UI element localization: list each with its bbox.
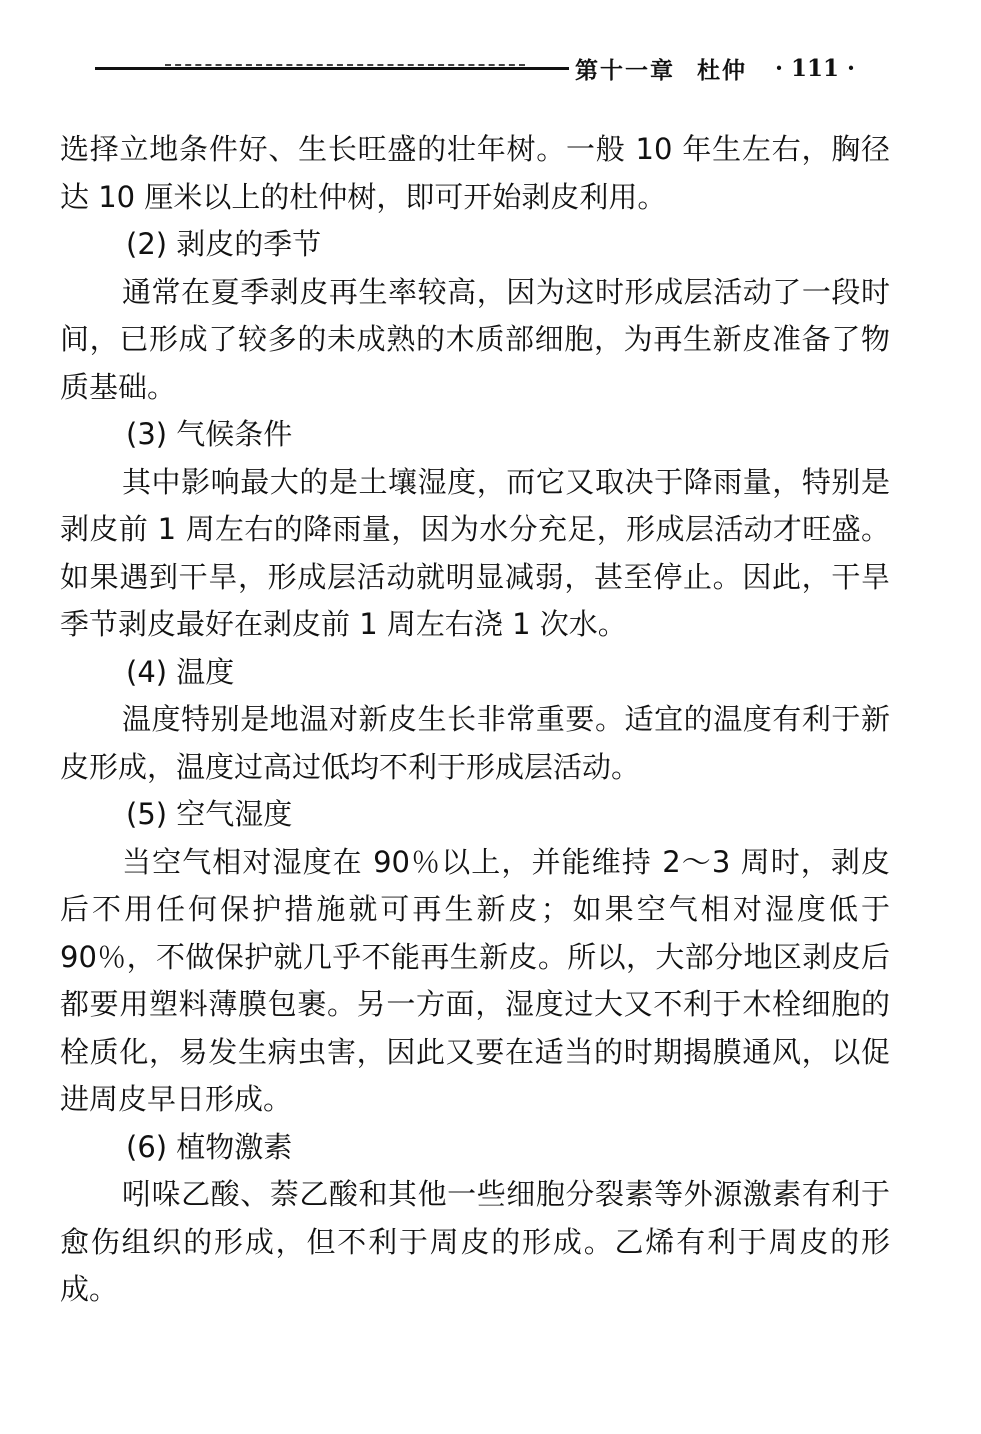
body-paragraph: 选择立地条件好、生长旺盛的壮年树。一般 10 年生左右，胸径达 10 厘米以上的杜仲树，即可开始剥皮利用。 [60, 132, 890, 214]
section-heading-season: (2) 剥皮的季节 [126, 227, 322, 261]
body-paragraph: 其中影响最大的是土壤湿度，而它又取决于降雨量，特别是剥皮前 1 周左右的降雨量，因为水分充足，形成层活动才旺盛。如果遇到干旱，形成层活动就明显减弱，甚至停止。因此，干旱季节剥皮最好在剥皮前 1 周左右浇 1 次水。 [60, 464, 890, 641]
page-number: · 111 · [774, 54, 855, 82]
section-heading-hormones: (6) 植物激素 [126, 1129, 293, 1164]
section-heading-temperature: (4) 温度 [126, 654, 235, 689]
section-heading-humidity: (5) 空气湿度 [126, 797, 293, 831]
running-header [95, 48, 855, 88]
body-paragraph: 温度特别是地温对新皮生长非常重要。适宜的温度有利于新皮形成，温度过高过低均不利于形成层活动。 [60, 702, 890, 784]
section-heading-climate: (3) 气候条件 [126, 417, 293, 451]
page-body [60, 126, 890, 1314]
body-paragraph: 吲哚乙酸、萘乙酸和其他一些细胞分裂素等外源激素有利于愈伤组织的形成，但不利于周皮的形成。乙烯有利于周皮的形成。 [60, 1177, 890, 1306]
chapter-label: 第十一章 [574, 56, 675, 84]
header-rule [95, 67, 569, 70]
body-paragraph: 通常在夏季剥皮再生率较高，因为这时形成层活动了一段时间，已形成了较多的未成熟的木质部细胞，为再生新皮准备了物质基础。 [60, 274, 890, 404]
chapter-title: 杜仲 [696, 56, 747, 84]
body-paragraph: 当空气相对湿度在 90％以上，并能维持 2～3 周时，剥皮后不用任何保护措施就可再生新皮；如果空气相对湿度低于 90％，不做保护就几乎不能再生新皮。所以，大部分地区剥皮后都要用塑料薄膜包裹。另一方面，湿度过大又不利于木栓细胞的栓质化，易发生病虫害，因此又要在适当的时期揭膜通风，以促进周皮早日形成。 [60, 844, 890, 1116]
